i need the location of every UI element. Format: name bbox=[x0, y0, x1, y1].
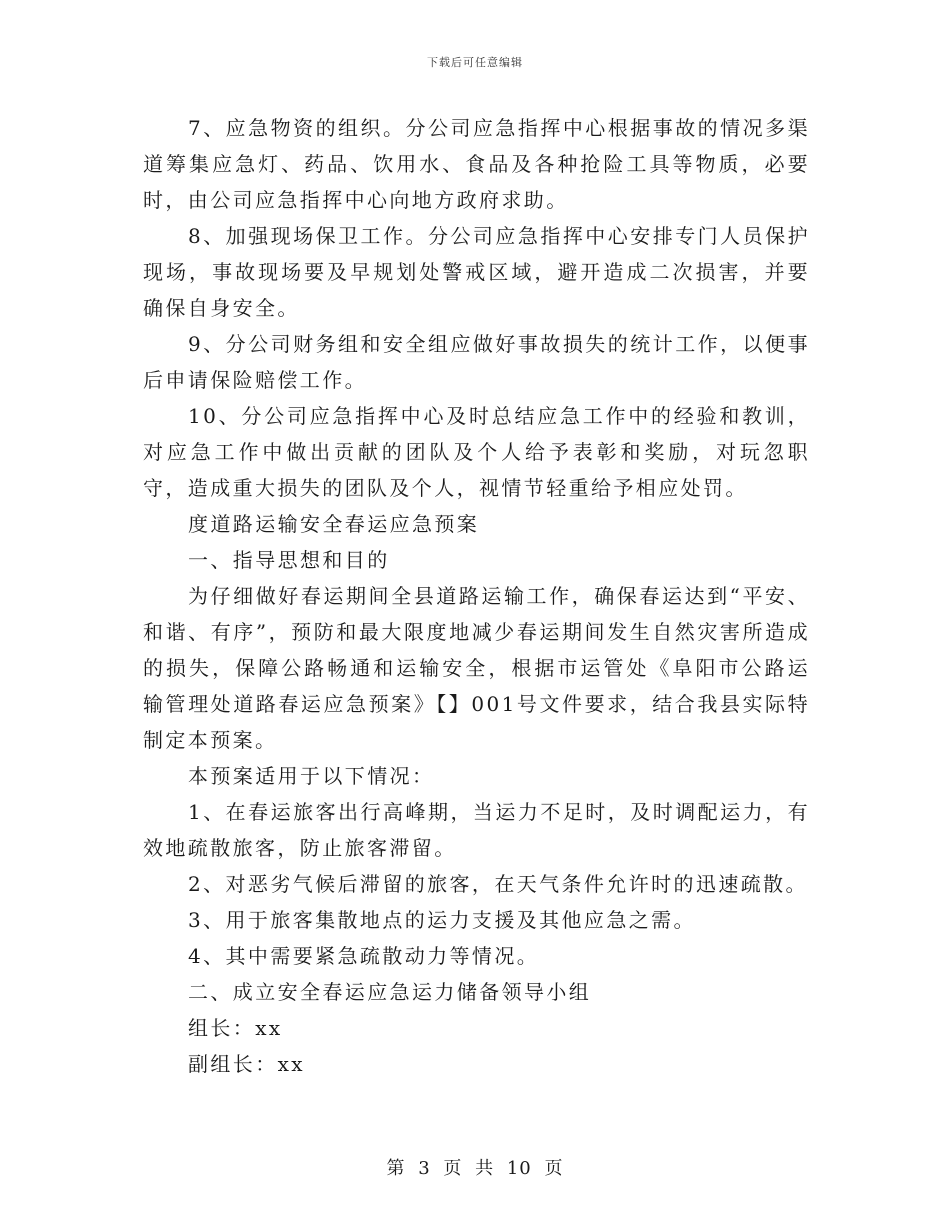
document-body bbox=[143, 110, 810, 1082]
page-header-note: 下载后可任意编辑 bbox=[427, 56, 523, 69]
paragraph-purpose: 为仔细做好春运期间全县道路运输工作，确保春运达到“平安、和谐、有序”，预防和最大限度地减少春运期间发生自然灾害所造成的损失，保障公路畅通和运输安全，根据市运管处《阜阳市公路运输管理处道路春运应急预案》【】001号文件要求，结合我县实际特制定本预案。 bbox=[143, 584, 810, 752]
scope-item-2: 2、对恶劣气候后滞留的旅客，在天气条件允许时的迅速疏散。 bbox=[188, 872, 808, 896]
scope-item-1: 1、在春运旅客出行高峰期，当运力不足时，及时调配运力，有效地疏散旅客，防止旅客滞留。 bbox=[143, 800, 810, 860]
section-heading-leadership-group: 二、成立安全春运应急运力储备领导小组 bbox=[188, 980, 592, 1004]
paragraph-item-8: 8、加强现场保卫工作。分公司应急指挥中心安排专门人员保护现场，事故现场要及早规划处警戒区域，避开造成二次损害，并要确保自身安全。 bbox=[143, 224, 810, 320]
paragraph-item-7: 7、应急物资的组织。分公司应急指挥中心根据事故的情况多渠道筹集应急灯、药品、饮用水、食品及各种抢险工具等物质，必要时，由公司应急指挥中心向地方政府求助。 bbox=[143, 116, 810, 212]
group-leader-line: 组长：xx bbox=[188, 1016, 283, 1040]
scope-item-4: 4、其中需要紧急疏散动力等情况。 bbox=[188, 944, 540, 968]
paragraph-item-10: 10、分公司应急指挥中心及时总结应急工作中的经验和教训，对应急工作中做出贡献的团队及个人给予表彰和奖励，对玩忽职守，造成重大损失的团队及个人，视情节轻重给予相应处罚。 bbox=[143, 404, 810, 500]
section-title-plan: 度道路运输安全春运应急预案 bbox=[188, 512, 480, 536]
section-heading-guiding-thought: 一、指导思想和目的 bbox=[188, 548, 390, 572]
paragraph-scope-intro: 本预案适用于以下情况： bbox=[188, 764, 435, 788]
paragraph-item-9: 9、分公司财务组和安全组应做好事故损失的统计工作，以便事后申请保险赔偿工作。 bbox=[143, 332, 810, 392]
scope-item-3: 3、用于旅客集散地点的运力支援及其他应急之需。 bbox=[188, 908, 696, 932]
deputy-leader-line: 副组长：xx bbox=[188, 1052, 305, 1076]
page-number-footer: 第 3 页 共 10 页 bbox=[386, 1158, 564, 1179]
